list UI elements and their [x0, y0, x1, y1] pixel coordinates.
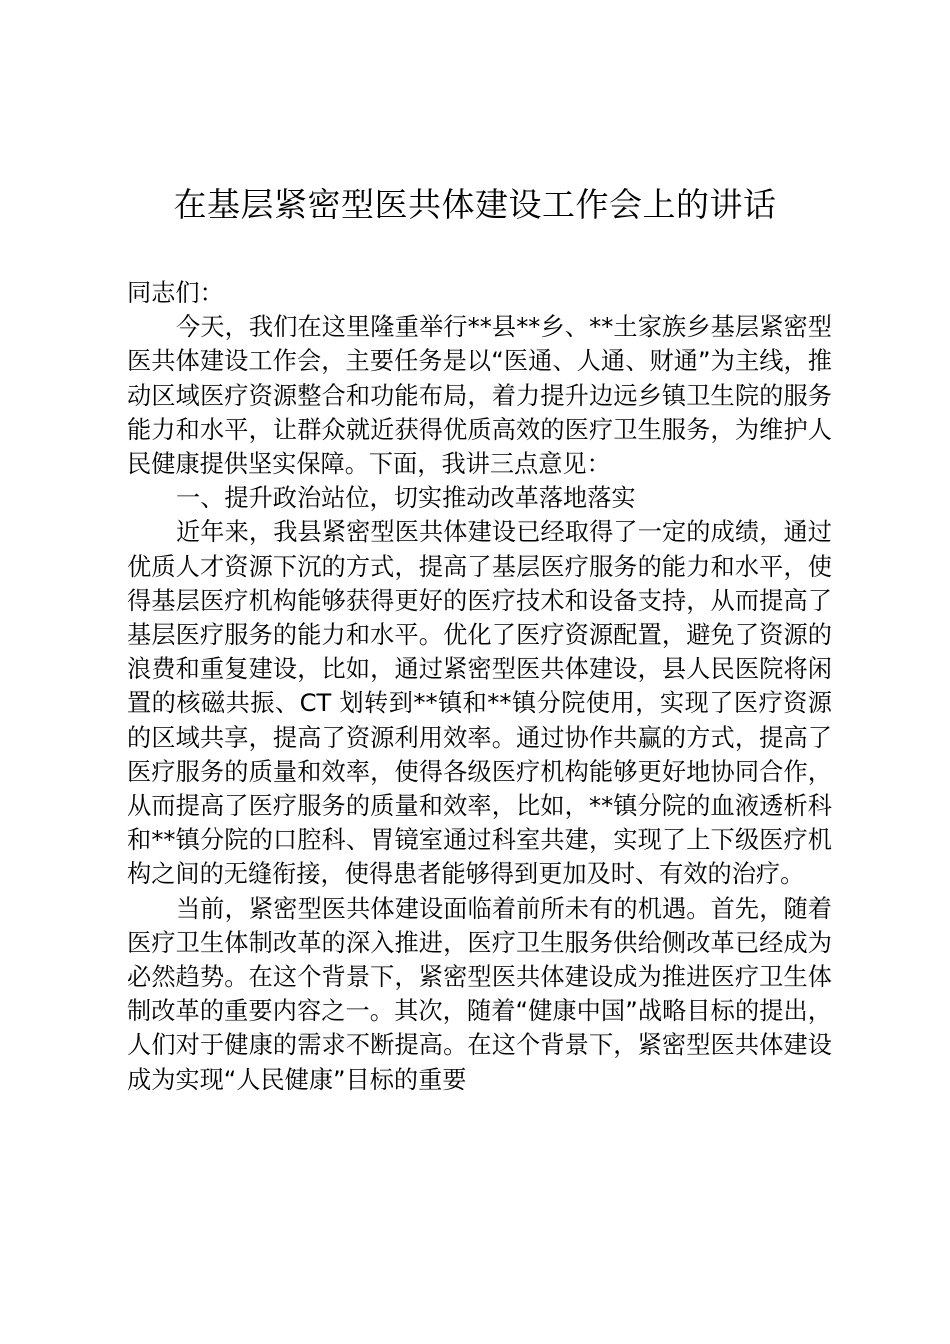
paragraph-achievements: 近年来，我县紧密型医共体建设已经取得了一定的成绩，通过优质人才资源下沉的方式，提高了基层医疗服务的能力和水平，使得基层医疗机构能够获得更好的医疗技术和设备支持，从而提高了基层医疗服务的能力和水平。优化了医疗资源配置，避免了资源的浪费和重复建设，比如，通过紧密型医共体建设，县人民医院将闲置的核磁共振、CT 划转到**镇和**镇分院使用，实现了医疗资源的区域共享，提高了资源利用效率。通过协作共赢的方式，提高了医疗服务的质量和效率，使得各级医疗机构能够更好地协同合作，从而提高了医疗服务的质量和效率，比如，**镇分院的血液透析科和**镇分院的口腔科、胃镜室通过科室共建，实现了上下级医疗机构之间的无缝衔接，使得患者能够得到更加及时、有效的治疗。 — [127, 518, 832, 889]
document-body — [127, 276, 832, 1097]
greeting: 同志们： — [127, 279, 224, 307]
document-title: 在基层紧密型医共体建设工作会上的讲话 — [173, 185, 777, 224]
paragraph-opportunities: 当前，紧密型医共体建设面临着前所未有的机遇。首先，随着医疗卫生体制改革的深入推进，医疗卫生服务供给侧改革已经成为必然趋势。在这个背景下，紧密型医共体建设成为推进医疗卫生体制改革的重要内容之一。其次，随着“健康中国”战略目标的提出，人们对于健康的需求不断提高。在这个背景下，紧密型医共体建设成为实现“人民健康”目标的重要 — [127, 894, 832, 1094]
section-heading-1: 一、提升政治站位，切实推动改革落地落实 — [176, 484, 636, 513]
paragraph-intro: 今天，我们在这里隆重举行**县**乡、**土家族乡基层紧密型医共体建设工作会，主要任务是以“医通、人通、财通”为主线，推动区域医疗资源整合和功能布局，着力提升边远乡镇卫生院的服务能力和水平，让群众就近获得优质高效的医疗卫生服务，为维护人民健康提供坚实保障。下面，我讲三点意见： — [127, 313, 832, 479]
